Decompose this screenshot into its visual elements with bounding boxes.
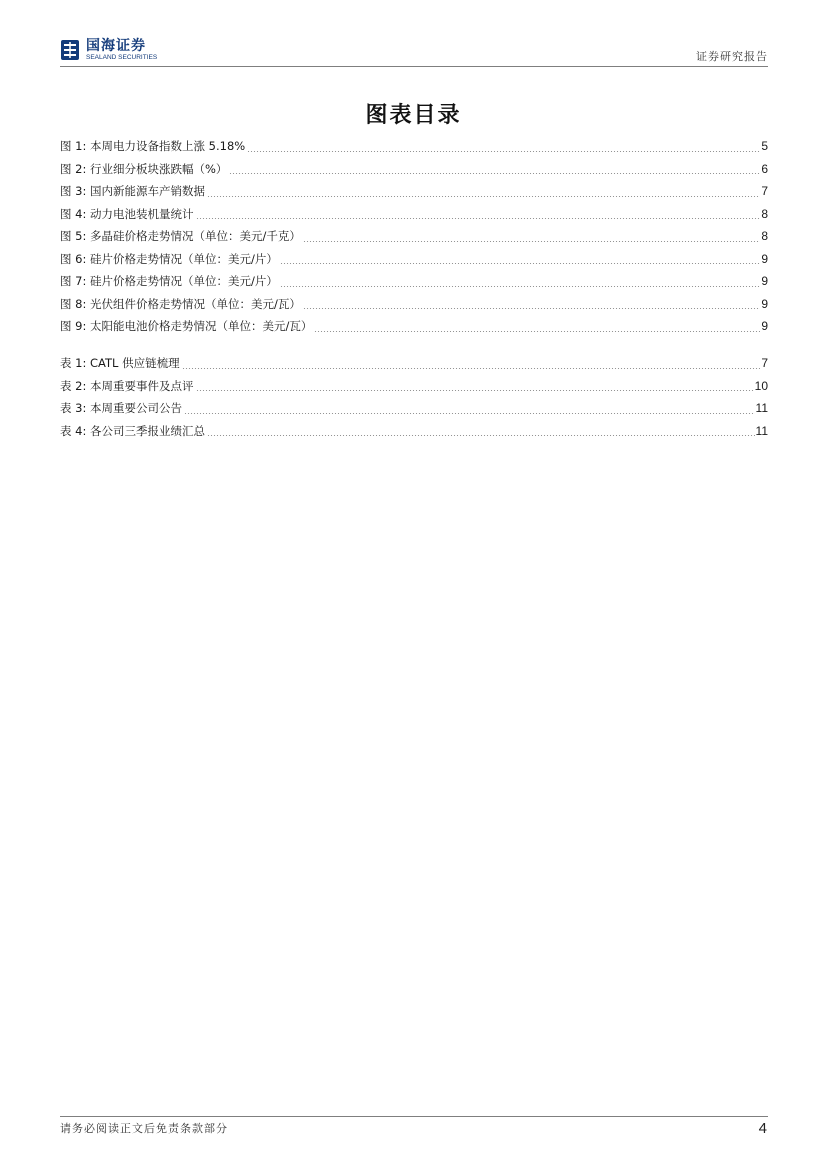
toc-table-entry-page: 11 [755, 423, 768, 438]
toc-figure-entry-label: 图 1: 本周电力设备指数上涨 5.18% [60, 139, 246, 154]
toc-figure-entry-label: 图 6: 硅片价格走势情况（单位：美元/片） [60, 251, 278, 266]
header-divider [60, 66, 768, 67]
page-title: 图表目录 [365, 102, 462, 128]
toc-figure-entry-page: 7 [761, 184, 768, 199]
page-header [60, 36, 768, 64]
toc-table-entry-label: 表 1: CATL 供应链梳理 [60, 356, 180, 371]
toc-figure-entry-page: 9 [761, 296, 768, 311]
figure-list [60, 135, 768, 338]
toc-figure-entry[interactable] [60, 203, 768, 226]
toc-table-entry-label: 表 3: 本周重要公司公告 [60, 401, 183, 416]
toc-table-entry-page: 10 [754, 378, 768, 393]
page-number: 4 [758, 1120, 767, 1137]
toc-figure-entry-label: 图 7: 硅片价格走势情况（单位：美元/片） [60, 274, 278, 289]
dot-leader [280, 248, 760, 271]
dot-leader [207, 180, 760, 203]
table-list [60, 352, 768, 442]
toc-table-entry[interactable] [60, 420, 768, 443]
dot-leader [280, 270, 760, 293]
toc-figure-entry-page: 9 [761, 319, 768, 334]
toc-figure-entry[interactable] [60, 270, 768, 293]
toc-figure-entry[interactable] [60, 248, 768, 271]
toc-figure-entry[interactable] [60, 158, 768, 181]
toc-figure-entry-page: 5 [761, 139, 768, 154]
toc-figure-entry-label: 图 8: 光伏组件价格走势情况（单位：美元/瓦） [60, 296, 301, 311]
dot-leader [229, 158, 760, 181]
toc-figure-entry-page: 6 [761, 161, 768, 176]
toc-figure-entry-label: 图 4: 动力电池装机量统计 [60, 206, 194, 221]
dot-leader [314, 315, 760, 338]
toc-figure-entry-label: 图 5: 多晶硅价格走势情况（单位：美元/千克） [60, 229, 301, 244]
toc-figure-entry-page: 8 [761, 206, 768, 221]
sealand-logo-icon [60, 39, 80, 61]
dot-leader [247, 135, 760, 158]
toc-figure-entry[interactable] [60, 315, 768, 338]
toc-figure-entry-page: 8 [761, 229, 768, 244]
toc-figure-entry[interactable] [60, 225, 768, 248]
toc-figure-entry-page: 9 [761, 274, 768, 289]
toc-table-entry[interactable] [60, 375, 768, 398]
toc-table-entry[interactable] [60, 397, 768, 420]
toc-figure-entry-label: 图 9: 太阳能电池价格走势情况（单位：美元/瓦） [60, 319, 313, 334]
toc-table-entry[interactable] [60, 352, 768, 375]
dot-leader [303, 225, 760, 248]
toc-figure-entry-label: 图 2: 行业细分板块涨跌幅（%） [60, 161, 228, 176]
toc-figure-entry[interactable] [60, 135, 768, 158]
disclaimer-note: 请务必阅读正文后免责条款部分 [60, 1122, 228, 1135]
footer-divider [60, 1116, 768, 1117]
dot-leader [184, 397, 755, 420]
toc-table-entry-label: 表 4: 各公司三季报业绩汇总 [60, 423, 206, 438]
dot-leader [182, 352, 761, 375]
logo-name-en: SEALAND SECURITIES [86, 53, 158, 61]
dot-leader [196, 203, 761, 226]
toc-figure-entry-page: 9 [761, 251, 768, 266]
toc-figure-entry-label: 图 3: 国内新能源车产销数据 [60, 184, 206, 199]
dot-leader [196, 375, 754, 398]
company-logo [60, 36, 157, 64]
report-type-label: 证券研究报告 [696, 50, 768, 63]
dot-leader [303, 293, 760, 316]
toc-table-entry-label: 表 2: 本周重要事件及点评 [60, 378, 194, 393]
toc-table-entry-page: 7 [761, 356, 768, 371]
toc-figure-entry[interactable] [60, 180, 768, 203]
dot-leader [207, 420, 755, 443]
toc-table-entry-page: 11 [755, 401, 768, 416]
logo-name-cn: 国海证券 [86, 37, 146, 54]
toc-figure-entry[interactable] [60, 293, 768, 316]
